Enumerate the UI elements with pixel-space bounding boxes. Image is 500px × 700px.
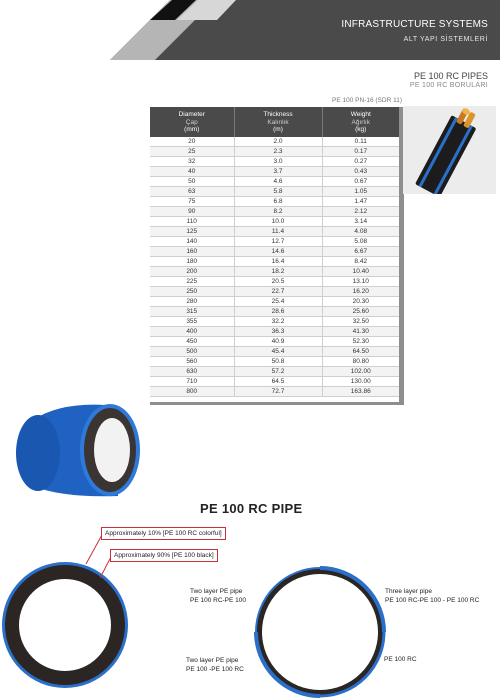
cell-diameter: 32	[150, 156, 234, 166]
table-row	[150, 166, 399, 176]
label-line: Three layer pipe	[385, 588, 432, 595]
table-row	[150, 376, 399, 386]
cell-weight: 64.50	[322, 346, 399, 356]
cell-diameter: 75	[150, 196, 234, 206]
page-header	[0, 0, 500, 60]
table-row	[150, 176, 399, 186]
column-header-weight	[322, 107, 399, 137]
table-row	[150, 256, 399, 266]
table-row	[150, 286, 399, 296]
cell-thickness: 3.7	[234, 166, 322, 176]
cell-thickness: 64.5	[234, 376, 322, 386]
cell-thickness: 6.8	[234, 196, 322, 206]
cell-weight: 16.20	[322, 286, 399, 296]
table-body	[150, 137, 399, 397]
header-title: INFRASTRUCTURE SYSTEMS	[341, 19, 488, 30]
cell-weight: 20.30	[322, 296, 399, 306]
cable-product-image	[403, 106, 496, 194]
header-en: Thickness	[263, 111, 293, 118]
cell-weight: 5.08	[322, 236, 399, 246]
pipe-bore	[19, 579, 111, 671]
cell-diameter: 450	[150, 336, 234, 346]
cell-thickness: 36.3	[234, 326, 322, 336]
cell-weight: 13.10	[322, 276, 399, 286]
table-row	[150, 326, 399, 336]
table-row	[150, 366, 399, 376]
cell-diameter: 560	[150, 356, 234, 366]
label-line: PE 100 -PE 100 RC	[186, 665, 244, 673]
cell-thickness: 11.4	[234, 226, 322, 236]
cross-section-svg	[0, 520, 500, 700]
header-tr: Kalınlık	[267, 118, 289, 126]
cell-diameter: 200	[150, 266, 234, 276]
cell-thickness: 18.2	[234, 266, 322, 276]
header-tr: Ağırlık	[351, 118, 370, 126]
cell-weight: 6.67	[322, 246, 399, 256]
cell-weight: 163.86	[322, 386, 399, 396]
cell-thickness: 4.6	[234, 176, 322, 186]
table-row	[150, 346, 399, 356]
pipe-3d-illustration	[8, 398, 148, 498]
cell-diameter: 125	[150, 226, 234, 236]
cell-diameter: 140	[150, 236, 234, 246]
section-title: PE 100 RC PIPES	[413, 71, 488, 81]
two-layer-bottom-label	[186, 657, 244, 674]
pe100rc-label: PE 100 RC	[384, 656, 417, 663]
cell-thickness: 2.0	[234, 137, 322, 147]
cell-thickness: 57.2	[234, 366, 322, 376]
table-row	[150, 276, 399, 286]
cell-thickness: 32.2	[234, 316, 322, 326]
cell-weight: 0.11	[322, 137, 399, 147]
table-row	[150, 356, 399, 366]
cell-weight: 32.50	[322, 316, 399, 326]
cell-weight: 41.30	[322, 326, 399, 336]
cell-diameter: 800	[150, 386, 234, 396]
cell-weight: 80.80	[322, 356, 399, 366]
table-row	[150, 266, 399, 276]
pipe-inner-hollow	[94, 418, 130, 482]
cell-weight: 2.12	[322, 206, 399, 216]
label-line: Two layer PE pipe	[186, 657, 239, 664]
table-row	[150, 306, 399, 316]
cell-diameter: 400	[150, 326, 234, 336]
cell-diameter: 280	[150, 296, 234, 306]
label-line: PE 100 RC-PE 100	[190, 596, 247, 604]
cell-diameter: 500	[150, 346, 234, 356]
column-header-diameter	[150, 107, 234, 137]
label-line: PE 100 RC-PE 100 - PE 100 RC	[385, 596, 480, 604]
header-unit: (mm)	[184, 126, 200, 133]
cell-diameter: 50	[150, 176, 234, 186]
table-row	[150, 316, 399, 326]
pressure-rating-label: PE 100 PN-16 (SDR 11)	[332, 97, 402, 104]
table-row	[150, 186, 399, 196]
cell-diameter: 160	[150, 246, 234, 256]
header-subtitle: ALT YAPI SİSTEMLERİ	[403, 36, 488, 43]
section-subtitle: PE 100 RC BORULARI	[409, 82, 488, 89]
cell-weight: 3.14	[322, 216, 399, 226]
pipe-back-end	[16, 415, 60, 491]
header-white-stripe	[0, 0, 500, 60]
cell-thickness: 25.4	[234, 296, 322, 306]
header-en: Weight	[350, 111, 371, 118]
three-layer-label	[385, 588, 479, 605]
header-tr: Çap	[185, 118, 198, 126]
cell-diameter: 710	[150, 376, 234, 386]
cell-weight: 25.60	[322, 306, 399, 316]
cell-thickness: 22.7	[234, 286, 322, 296]
cell-diameter: 355	[150, 316, 234, 326]
cell-thickness: 40.9	[234, 336, 322, 346]
cell-thickness: 3.0	[234, 156, 322, 166]
table-row	[150, 216, 399, 226]
cell-thickness: 8.2	[234, 206, 322, 216]
two-layer-top-label	[190, 588, 246, 605]
cell-thickness: 72.7	[234, 386, 322, 396]
callout-colorful-layer: Approximately 10% [PE 100 RC colorful]	[101, 527, 226, 540]
cell-diameter: 20	[150, 137, 234, 147]
cell-diameter: 630	[150, 366, 234, 376]
cell-diameter: 63	[150, 186, 234, 196]
header-en: Diameter	[178, 111, 205, 118]
table-row	[150, 226, 399, 236]
column-header-thickness	[234, 107, 322, 137]
table-row	[150, 296, 399, 306]
table-header-row	[150, 107, 399, 137]
table-row	[150, 156, 399, 166]
pipe-bore	[262, 574, 378, 690]
table-row	[150, 236, 399, 246]
cell-weight: 0.67	[322, 176, 399, 186]
cell-weight: 102.00	[322, 366, 399, 376]
cell-diameter: 315	[150, 306, 234, 316]
cell-thickness: 50.8	[234, 356, 322, 366]
cell-thickness: 16.4	[234, 256, 322, 266]
cell-weight: 130.00	[322, 376, 399, 386]
cell-thickness: 20.5	[234, 276, 322, 286]
table-row	[150, 336, 399, 346]
cross-section-area	[0, 520, 500, 700]
cell-weight: 10.40	[322, 266, 399, 276]
cell-thickness: 10.0	[234, 216, 322, 226]
label-line: Two layer PE pipe	[190, 588, 243, 595]
table-row	[150, 146, 399, 156]
cell-weight: 8.42	[322, 256, 399, 266]
cell-diameter: 180	[150, 256, 234, 266]
cell-weight: 0.27	[322, 156, 399, 166]
cell-thickness: 2.3	[234, 146, 322, 156]
diagram-title: PE 100 RC PIPE	[200, 501, 303, 516]
cell-weight: 0.43	[322, 166, 399, 176]
callout-black-layer: Approximately 90% [PE 100 black]	[110, 549, 218, 562]
cell-weight: 52.30	[322, 336, 399, 346]
cell-weight: 1.05	[322, 186, 399, 196]
table-row	[150, 137, 399, 147]
cell-diameter: 110	[150, 216, 234, 226]
cell-thickness: 5.8	[234, 186, 322, 196]
cell-weight: 1.47	[322, 196, 399, 206]
cell-weight: 0.17	[322, 146, 399, 156]
cell-diameter: 25	[150, 146, 234, 156]
cell-diameter: 40	[150, 166, 234, 176]
cell-diameter: 225	[150, 276, 234, 286]
pipe-spec-table	[150, 107, 399, 397]
cell-diameter: 90	[150, 206, 234, 216]
cell-thickness: 12.7	[234, 236, 322, 246]
header-unit: (kg)	[355, 126, 367, 133]
header-unit: (m)	[273, 126, 283, 133]
cell-thickness: 14.6	[234, 246, 322, 256]
cell-thickness: 28.6	[234, 306, 322, 316]
cell-weight: 4.08	[322, 226, 399, 236]
table-row	[150, 196, 399, 206]
pipe-spec-table-frame	[150, 107, 404, 405]
table-row	[150, 246, 399, 256]
table-row	[150, 206, 399, 216]
table-row	[150, 386, 399, 396]
cell-thickness: 45.4	[234, 346, 322, 356]
cell-diameter: 250	[150, 286, 234, 296]
